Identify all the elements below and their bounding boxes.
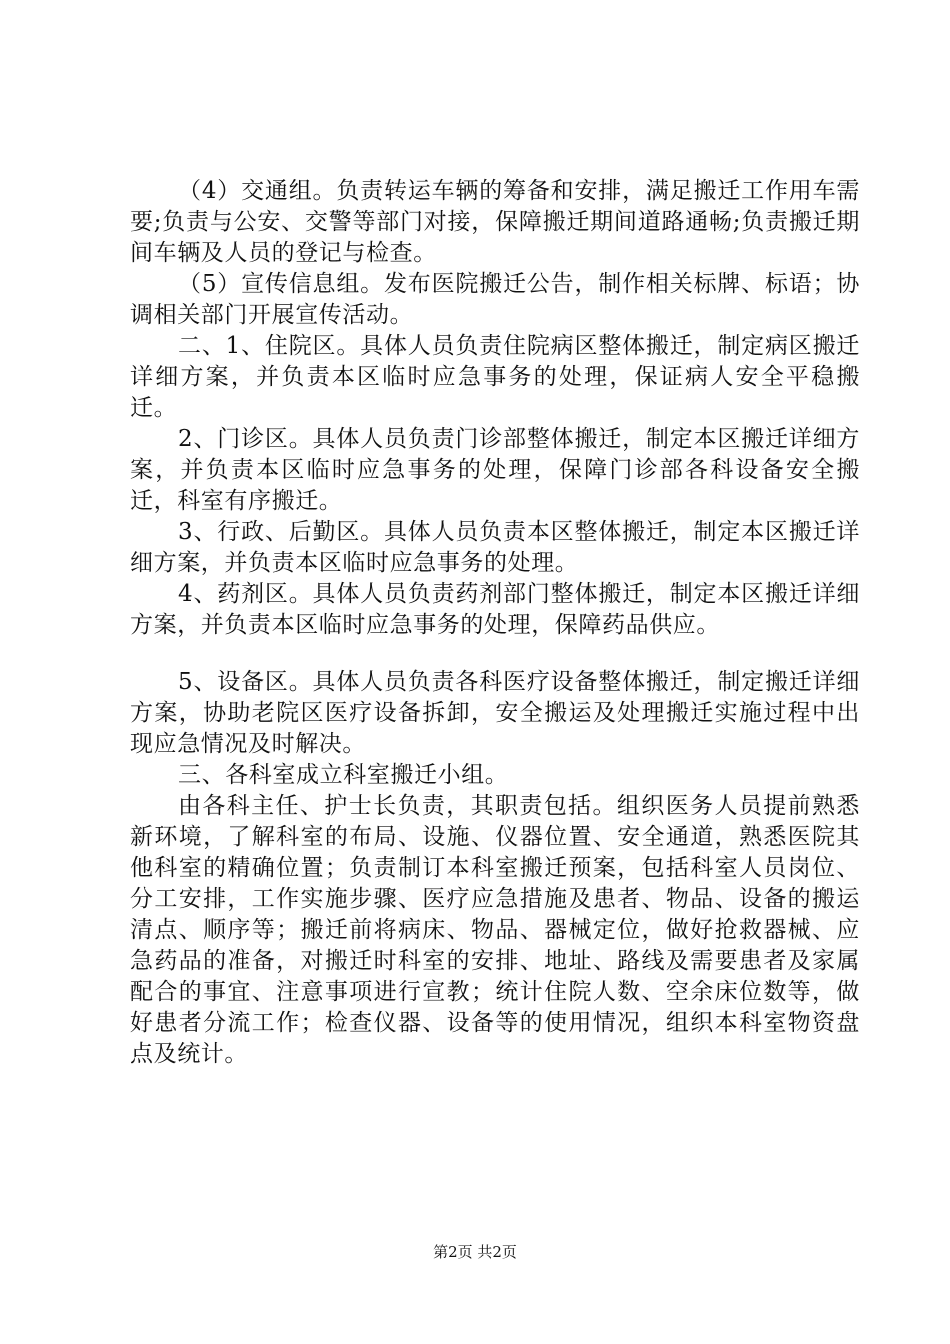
document-body [130,176,860,1070]
paragraph-equipment-area: 5、设备区。具体人员负责各科医疗设备整体搬迁，制定搬迁详细方案，协助老院区医疗设备拆卸，安全搬运及处理搬迁实施过程中出现应急情况及时解决。 [130,669,860,757]
paragraph-traffic-group: （4）交通组。负责转运车辆的筹备和安排，满足搬迁工作用车需要;负责与公安、交警等部门对接，保障搬迁期间道路通畅;负责搬迁期间车辆及人员的登记与检查。 [130,178,860,266]
paragraph-admin-logistics-area: 3、行政、后勤区。具体人员负责本区整体搬迁，制定本区搬迁详细方案，并负责本区临时应急事务的处理。 [130,519,860,576]
paragraph-publicity-group: （5）宣传信息组。发布医院搬迁公告，制作相关标牌、标语；协调相关部门开展宣传活动。 [130,271,860,328]
paragraph-outpatient-area: 2、门诊区。具体人员负责门诊部整体搬迁，制定本区搬迁详细方案，并负责本区临时应急事务的处理，保障门诊部各科设备安全搬迁，科室有序搬迁。 [130,426,860,514]
page-footer: 第2页 共2页 [433,1243,517,1261]
paragraph-inpatient-area: 二、1、住院区。具体人员负责住院病区整体搬迁，制定病区搬迁详细方案，并负责本区临时应急事务的处理，保证病人安全平稳搬迁。 [130,333,860,421]
paragraph-section-three-heading: 三、各科室成立科室搬迁小组。 [178,762,509,788]
paragraph-pharmacy-area: 4、药剂区。具体人员负责药剂部门整体搬迁，制定本区搬迁详细方案，并负责本区临时应急事务的处理，保障药品供应。 [130,581,860,638]
paragraph-department-duties: 由各科主任、护士长负责，其职责包括。组织医务人员提前熟悉新环境，了解科室的布局、设施、仪器位置、安全通道，熟悉医院其他科室的精确位置；负责制订本科室搬迁预案，包括科室人员岗位、分工安排，工作实施步骤、医疗应急措施及患者、物品、设备的搬运清点、顺序等；搬迁前将病床、物品、器械定位，做好抢救器械、应急药品的准备，对搬迁时科室的安排、地址、路线及需要患者及家属配合的事宜、注意事项进行宣教；统计住院人数、空余床位数等，做好患者分流工作；检查仪器、设备等的使用情况，组织本科室物资盘点及统计。 [130,793,860,1067]
